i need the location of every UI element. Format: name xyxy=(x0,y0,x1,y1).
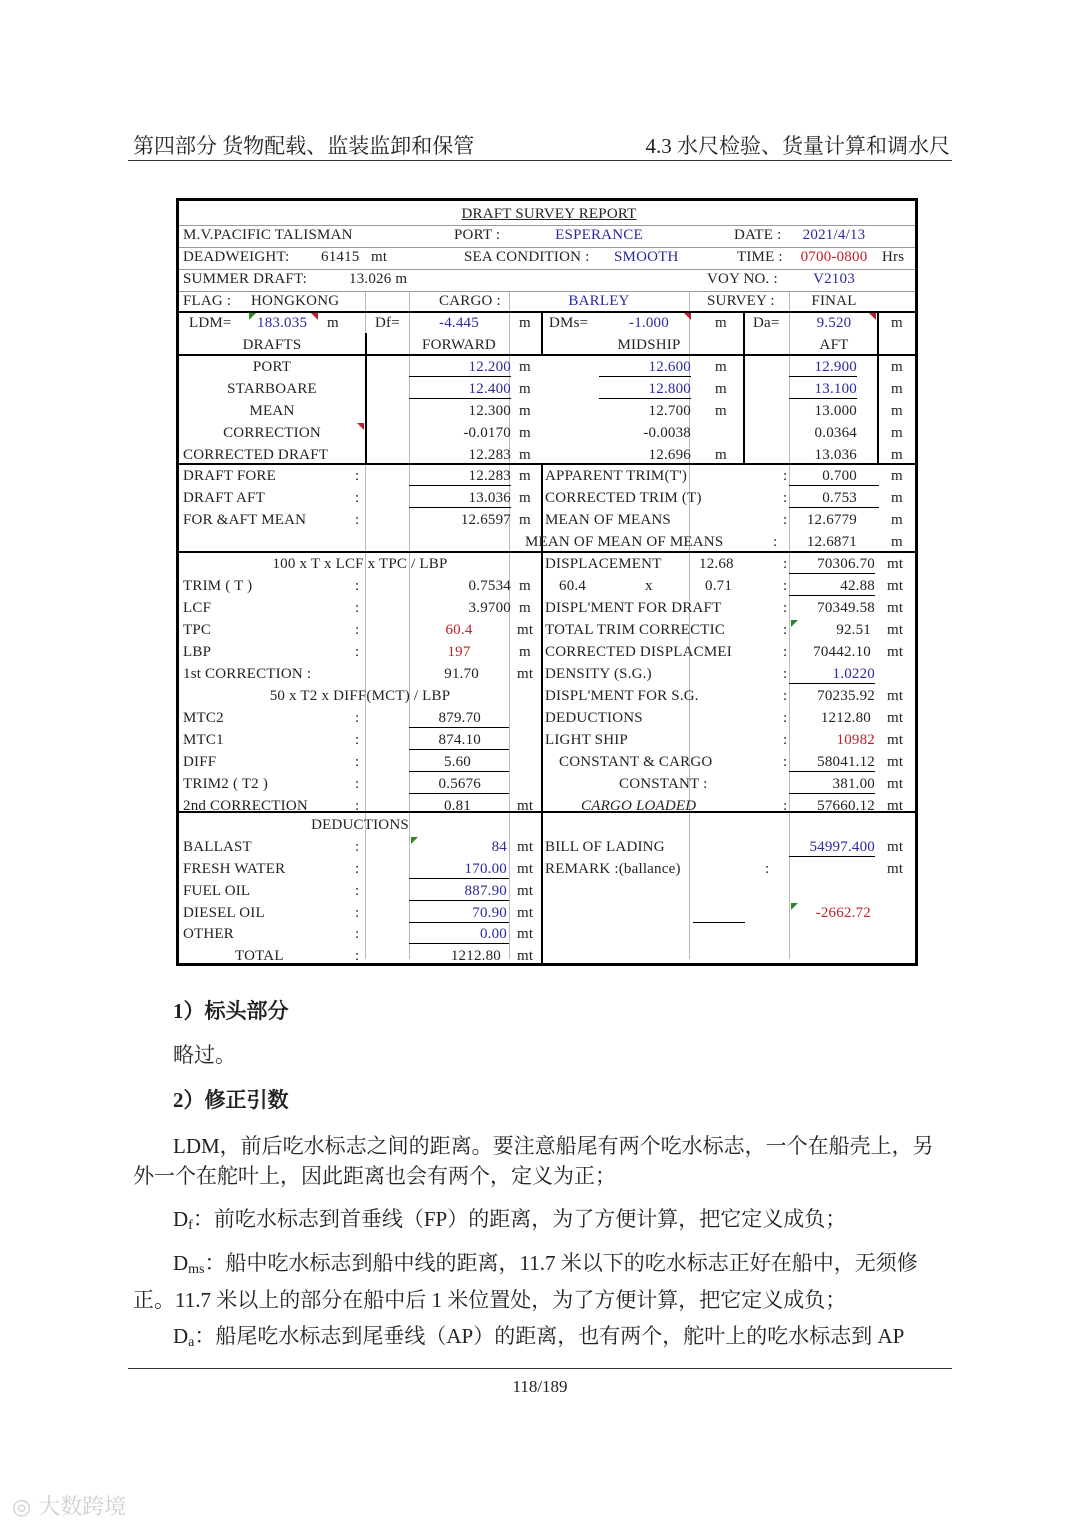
diff-value: 5.60 xyxy=(443,754,471,770)
forward-value: 12.283 xyxy=(468,447,511,463)
voy-value: V2103 xyxy=(813,271,855,287)
lcf-label: LCF xyxy=(183,600,212,616)
fa-mean-label: FOR &AFT MEAN xyxy=(183,512,307,528)
comment-marker-icon xyxy=(357,423,364,430)
colon: : xyxy=(783,622,788,638)
colon: : xyxy=(355,861,360,877)
unit: m xyxy=(891,447,903,463)
midship-header: MIDSHIP xyxy=(617,337,681,353)
cargo-value: BARLEY xyxy=(568,293,630,309)
tpc-label: TPC xyxy=(183,622,212,638)
drafts-header: DRAFTS xyxy=(242,337,302,353)
unit: m xyxy=(891,512,903,528)
tpc-value: 60.4 xyxy=(445,622,473,638)
watermark-text: 大数跨境 xyxy=(38,1495,127,1520)
disp-draft-label: DISPL'MENT FOR DRAFT xyxy=(545,600,722,616)
page-number: 118/189 xyxy=(512,1377,568,1396)
draft-aft-label: DRAFT AFT xyxy=(183,490,265,506)
time-label: TIME : xyxy=(737,249,783,265)
unit: m xyxy=(891,381,903,397)
momom-label: MEAN OF MEAN OF MEANS xyxy=(525,534,724,550)
port-label: PORT : xyxy=(454,227,501,243)
interp-tpc: 60.4 xyxy=(559,578,587,594)
fuel-oil-label: FUEL OIL xyxy=(183,883,251,899)
mtc2-label: MTC2 xyxy=(183,710,224,726)
trim-label: TRIM ( T ) xyxy=(183,578,253,594)
comment-marker-icon xyxy=(684,313,691,320)
mtc2-value: 879.70 xyxy=(438,710,481,726)
trim-value: 0.7534 xyxy=(468,578,511,594)
deductions-value: 1212.80 xyxy=(820,710,871,726)
density-label: DENSITY (S.G.) xyxy=(545,666,652,682)
bill-of-lading-label: BILL OF LADING xyxy=(545,839,665,855)
mean-of-means-label: MEAN OF MEANS xyxy=(545,512,671,528)
colon: : xyxy=(355,732,360,748)
constant-value: 381.00 xyxy=(832,776,875,792)
apparent-trim-label: APPARENT TRIM(T') xyxy=(545,468,688,484)
unit: m xyxy=(715,447,727,463)
colon: : xyxy=(783,578,788,594)
fa-mean-value: 12.6597 xyxy=(460,512,511,528)
colon: : xyxy=(765,861,770,877)
survey-value: FINAL xyxy=(811,293,857,309)
time-value: 0700-0800 xyxy=(800,249,868,265)
colon: : xyxy=(783,732,788,748)
row-label: CORRECTION xyxy=(223,425,321,441)
colon: : xyxy=(783,490,788,506)
difference-value: -2662.72 xyxy=(815,905,871,921)
second-correction-value: 0.81 xyxy=(443,798,471,814)
unit: mt xyxy=(887,754,904,770)
constant-cargo-value: 58041.12 xyxy=(817,754,875,770)
aft-value: 12.900 xyxy=(814,359,857,375)
ldm-value: 183.035 xyxy=(257,315,308,331)
paragraph-1: 略过。 xyxy=(173,1043,236,1067)
forward-value: 12.400 xyxy=(468,381,511,397)
first-correction-label: 1st CORRECTION : xyxy=(183,666,312,682)
fresh-water-value: 170.00 xyxy=(464,861,507,877)
sea-condition-value: SMOOTH xyxy=(614,249,679,265)
colon: : xyxy=(355,600,360,616)
unit: m xyxy=(519,600,531,616)
draft-fore-label: DRAFT FORE xyxy=(183,468,276,484)
displacement-label: DISPLACEMENT xyxy=(545,556,662,572)
draft-survey-report xyxy=(176,198,918,966)
ballast-value: 84 xyxy=(491,839,507,855)
unit: m xyxy=(519,403,531,419)
row-label: PORT xyxy=(252,359,292,375)
deductions-label: DEDUCTIONS xyxy=(545,710,643,726)
deductions-title: DEDUCTIONS xyxy=(311,817,409,833)
interp-fraction: 0.71 xyxy=(705,578,733,594)
remark-label: REMARK :(ballance) xyxy=(545,861,681,877)
symbol-subscript: f xyxy=(188,1218,193,1233)
unit: mt xyxy=(887,798,904,814)
forward-value: -0.0170 xyxy=(463,425,511,441)
constant-label: CONSTANT : xyxy=(619,776,708,792)
unit: m xyxy=(715,403,727,419)
first-correction-value: 91.70 xyxy=(444,666,479,682)
unit: mt xyxy=(887,600,904,616)
interp-value: 42.88 xyxy=(840,578,875,594)
midship-value: 12.600 xyxy=(648,359,691,375)
row-label: STARBOARE xyxy=(227,381,317,397)
unit: mt xyxy=(517,926,534,942)
lbp-label: LBP xyxy=(183,644,212,660)
unit: mt xyxy=(517,861,534,877)
header-rule xyxy=(128,160,952,161)
unit: m xyxy=(519,359,531,375)
sea-condition-label: SEA CONDITION : xyxy=(464,249,590,265)
ballast-label: BALLAST xyxy=(183,839,252,855)
second-correction-label: 2nd CORRECTION xyxy=(183,798,308,814)
fuel-oil-value: 887.90 xyxy=(464,883,507,899)
unit: m xyxy=(891,468,903,484)
unit: m xyxy=(715,359,727,375)
unit: mt xyxy=(517,622,534,638)
port-value: ESPERANCE xyxy=(555,227,643,243)
diesel-oil-label: DIESEL OIL xyxy=(183,905,265,921)
colon: : xyxy=(783,666,788,682)
colon: : xyxy=(355,578,360,594)
colon: : xyxy=(355,710,360,726)
section-heading-1: 1）标头部分 xyxy=(173,999,289,1023)
colon: : xyxy=(783,754,788,770)
other-value: 0.00 xyxy=(479,926,507,942)
aft-value: 0.0364 xyxy=(814,425,857,441)
interp-times: x xyxy=(645,578,653,594)
paragraph-da xyxy=(133,1321,948,1358)
cargo-label: CARGO : xyxy=(439,293,501,309)
corrected-trim-label: CORRECTED TRIM (T) xyxy=(545,490,702,506)
total-label: TOTAL xyxy=(235,948,284,964)
da-label: Da= xyxy=(753,315,780,331)
colon: : xyxy=(355,644,360,660)
aft-header: AFT xyxy=(819,337,849,353)
unit: mt xyxy=(517,883,534,899)
time-unit: Hrs xyxy=(882,249,905,265)
colon: : xyxy=(783,600,788,616)
date-value: 2021/4/13 xyxy=(802,227,866,243)
unit: m xyxy=(519,512,531,528)
aft-value: 13.036 xyxy=(814,447,857,463)
summer-draft-label: SUMMER DRAFT: xyxy=(183,271,307,287)
df-value: -4.445 xyxy=(439,315,479,331)
disp-sg-label: DISPL'MENT FOR S.G. xyxy=(545,688,699,704)
unit: mt xyxy=(887,688,904,704)
colon: : xyxy=(783,710,788,726)
second-formula: 50 x T2 x DIFF(MCT) / LBP xyxy=(269,688,451,704)
lbp-value: 197 xyxy=(447,644,471,660)
unit: m xyxy=(891,403,903,419)
displacement-draft: 12.68 xyxy=(699,556,734,572)
colon: : xyxy=(783,512,788,528)
unit: mt xyxy=(887,776,904,792)
unit: m xyxy=(715,381,727,397)
total-trim-label: TOTAL TRIM CORRECTIC xyxy=(545,622,726,638)
total-value: 1212.80 xyxy=(450,948,501,964)
aft-value: 13.100 xyxy=(814,381,857,397)
unit: mt xyxy=(517,948,534,964)
diff-label: DIFF xyxy=(183,754,217,770)
colon: : xyxy=(355,776,360,792)
deadweight-unit: mt xyxy=(371,249,388,265)
colon: : xyxy=(355,926,360,942)
corrected-disp-label: CORRECTED DISPLACMEI xyxy=(545,644,732,660)
disp-sg-value: 70235.92 xyxy=(817,688,875,704)
colon: : xyxy=(355,754,360,770)
survey-label: SURVEY : xyxy=(707,293,775,309)
row-label: CORRECTED DRAFT xyxy=(183,447,329,463)
midship-value: 12.800 xyxy=(648,381,691,397)
paragraph-ldm: LDM，前后吃水标志之间的距离。要注意船尾有两个吃水标志，一个在船壳上，另外一个在舵叶上，因此距离也会有两个，定义为正； xyxy=(133,1134,934,1188)
report-title: DRAFT SURVEY REPORT xyxy=(461,206,637,222)
unit: mt xyxy=(887,622,904,638)
ldm-label: LDM= xyxy=(189,315,232,331)
unit: mt xyxy=(887,578,904,594)
lcf-value: 3.9700 xyxy=(468,600,511,616)
paragraph-dms xyxy=(133,1248,948,1315)
apparent-trim-value: 0.700 xyxy=(822,468,857,484)
comment-marker-icon xyxy=(869,313,876,320)
unit: m xyxy=(891,534,903,550)
mean-of-means-value: 12.6779 xyxy=(806,512,857,528)
unit: m xyxy=(519,425,531,441)
disp-draft-value: 70349.58 xyxy=(817,600,875,616)
unit: m xyxy=(519,490,531,506)
diesel-oil-value: 70.90 xyxy=(472,905,507,921)
colon: : xyxy=(355,883,360,899)
midship-value: -0.0038 xyxy=(643,425,691,441)
fresh-water-label: FRESH WATER xyxy=(183,861,286,877)
corrected-trim-value: 0.753 xyxy=(822,490,857,506)
draft-aft-value: 13.036 xyxy=(468,490,511,506)
mtc1-label: MTC1 xyxy=(183,732,224,748)
date-label: DATE : xyxy=(734,227,782,243)
flag-label: FLAG : xyxy=(183,293,232,309)
deadweight-value: 61415 xyxy=(321,249,360,265)
dms-unit: m xyxy=(715,315,727,331)
unit: mt xyxy=(887,732,904,748)
colon: : xyxy=(783,798,788,814)
unit: mt xyxy=(887,861,904,877)
comment-marker-icon xyxy=(311,313,318,320)
header-section-title: 第四部分 货物配载、监装监卸和保管 xyxy=(133,134,475,158)
colon: : xyxy=(355,798,360,814)
symbol-subscript: ms xyxy=(188,1262,205,1277)
colon: : xyxy=(783,556,788,572)
unit: mt xyxy=(887,710,904,726)
unit: mt xyxy=(517,905,534,921)
light-ship-value: 10982 xyxy=(836,732,875,748)
cargo-loaded-label: CARGO LOADED xyxy=(581,798,697,814)
unit: m xyxy=(519,468,531,484)
colon: : xyxy=(355,468,360,484)
colon: : xyxy=(355,622,360,638)
trim2-label: TRIM2 ( T2 ) xyxy=(183,776,269,792)
ldm-unit: m xyxy=(327,315,339,331)
unit: m xyxy=(891,359,903,375)
forward-value: 12.200 xyxy=(468,359,511,375)
symbol: D xyxy=(173,1251,189,1275)
corrected-disp-value: 70442.10 xyxy=(813,644,871,660)
momom-value: 12.6871 xyxy=(806,534,857,550)
header-chapter-title: 4.3 水尺检验、货量计算和调水尺 xyxy=(645,134,950,158)
da-unit: m xyxy=(891,315,903,331)
df-label: Df= xyxy=(375,315,400,331)
constant-cargo-label: CONSTANT & CARGO xyxy=(559,754,713,770)
unit: m xyxy=(519,381,531,397)
forward-header: FORWARD xyxy=(422,337,496,353)
unit: m xyxy=(519,447,531,463)
text: ：前吃水标志到首垂线（FP）的距离，为了方便计算，把它定义成负； xyxy=(192,1207,847,1231)
df-unit: m xyxy=(519,315,531,331)
mtc1-value: 874.10 xyxy=(438,732,481,748)
voy-label: VOY NO. : xyxy=(707,271,778,287)
aft-value: 13.000 xyxy=(814,403,857,419)
colon: : xyxy=(355,490,360,506)
displacement-value: 70306.70 xyxy=(817,556,875,572)
unit: mt xyxy=(887,556,904,572)
unit: mt xyxy=(517,798,534,814)
unit: m xyxy=(891,490,903,506)
comment-marker-icon xyxy=(249,313,256,320)
colon: : xyxy=(783,468,788,484)
colon: : xyxy=(355,905,360,921)
midship-value: 12.700 xyxy=(648,403,691,419)
unit: mt xyxy=(517,839,534,855)
total-trim-value: 92.51 xyxy=(836,622,871,638)
unit: mt xyxy=(887,644,904,660)
watermark xyxy=(12,1490,126,1521)
symbol: D xyxy=(173,1324,189,1348)
colon: : xyxy=(355,948,360,964)
dms-value: -1.000 xyxy=(629,315,669,331)
deadweight-label: DEADWEIGHT: xyxy=(183,249,290,265)
other-label: OTHER xyxy=(183,926,234,942)
footer-rule xyxy=(128,1368,952,1369)
unit: m xyxy=(891,425,903,441)
dms-label: DMs= xyxy=(549,315,589,331)
vessel-name: M.V.PACIFIC TALISMAN xyxy=(183,227,353,243)
text: ：船中吃水标志到船中线的距离，11.7 米以下的吃水标志正好在船中，无须修正。11.7 米以上的部分在船中后 1 米位置处，为了方便计算，把它定义成负； xyxy=(133,1251,918,1312)
unit: mt xyxy=(517,666,534,682)
unit: m xyxy=(519,578,531,594)
symbol-subscript: a xyxy=(188,1335,195,1350)
unit: mt xyxy=(887,839,904,855)
cargo-loaded-value: 57660.12 xyxy=(817,798,875,814)
da-value: 9.520 xyxy=(816,315,852,331)
density-value: 1.0220 xyxy=(832,666,875,682)
symbol: D xyxy=(173,1207,189,1231)
unit: m xyxy=(519,644,531,660)
colon: : xyxy=(783,688,788,704)
paragraph-df xyxy=(133,1204,948,1241)
draft-fore-value: 12.283 xyxy=(468,468,511,484)
weibo-icon: ◎ xyxy=(12,1495,39,1520)
section-heading-2: 2）修正引数 xyxy=(173,1088,289,1112)
colon: : xyxy=(355,512,360,528)
colon: : xyxy=(773,534,778,550)
light-ship-label: LIGHT SHIP xyxy=(545,732,628,748)
first-formula: 100 x T x LCF x TPC / LBP xyxy=(272,556,448,572)
row-label: MEAN xyxy=(249,403,295,419)
summer-draft-value: 13.026 m xyxy=(349,271,408,287)
text: ：船尾吃水标志到尾垂线（AP）的距离，也有两个，舵叶上的吃水标志到 AP xyxy=(194,1324,905,1348)
trim2-value: 0.5676 xyxy=(438,776,481,792)
flag-value: HONGKONG xyxy=(251,293,340,309)
bill-of-lading-value: 54997.400 xyxy=(809,839,875,855)
forward-value: 12.300 xyxy=(468,403,511,419)
colon: : xyxy=(783,644,788,660)
colon: : xyxy=(355,839,360,855)
midship-value: 12.696 xyxy=(648,447,691,463)
